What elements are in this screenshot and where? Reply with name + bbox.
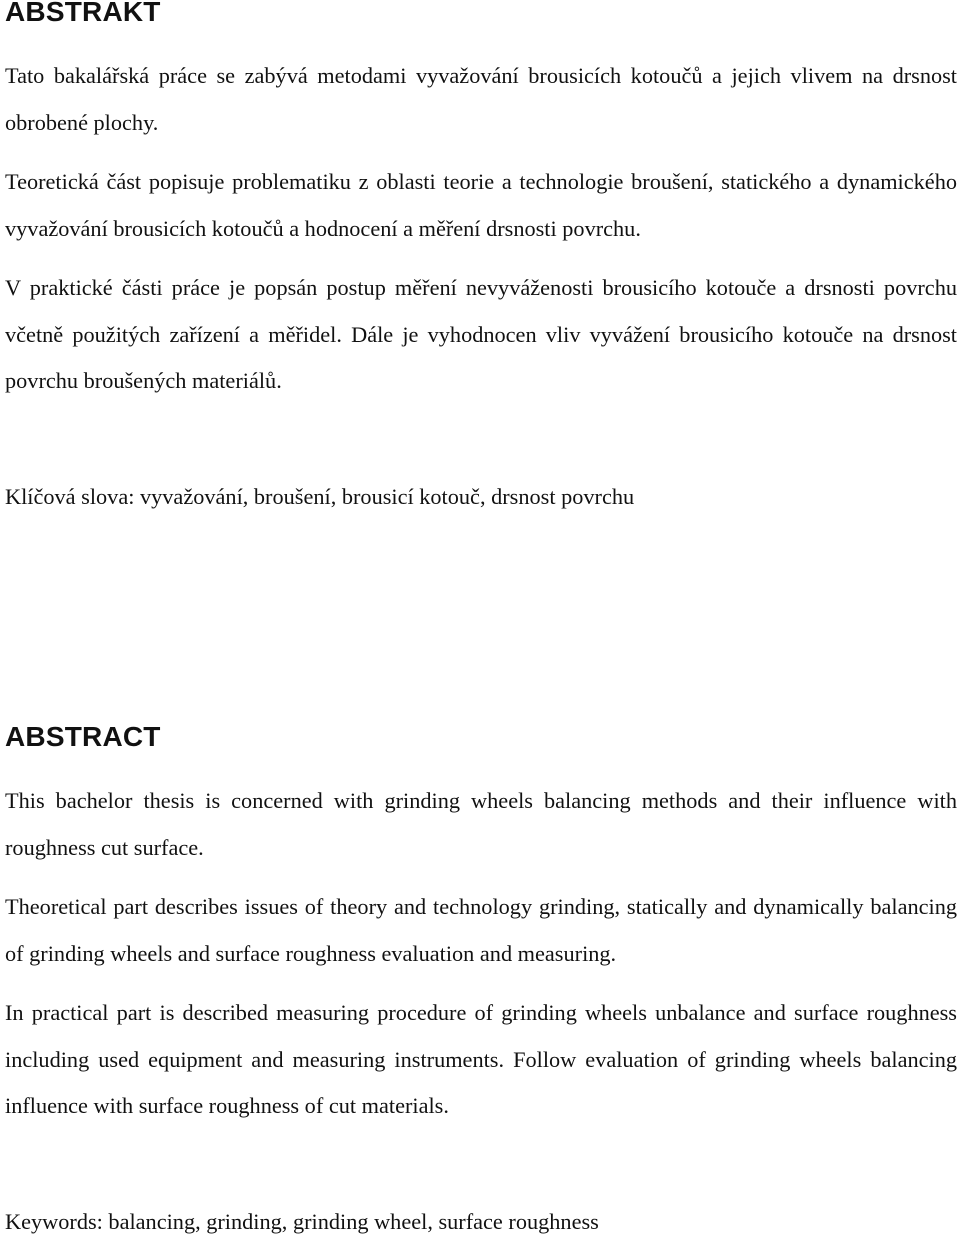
abstrakt-paragraph: Teoretická část popisuje problematiku z oblasti teorie a technologie broušení, statického a dynamického vyvažování brousicích kotoučů a hodnocení a měření drsnosti povrchu. <box>5 169 957 241</box>
abstrakt-paragraph: Tato bakalářská práce se zabývá metodami vyvažování brousicích kotoučů a jejich vlivem na drsnost obrobené plochy. <box>5 63 957 135</box>
abstract-paragraph: In practical part is described measuring procedure of grinding wheels unbalance and surface roughness including used equipment and measuring instruments. Follow evaluation of grinding wheels balancing influence with surface roughness of cut materials. <box>5 1000 957 1118</box>
abstrakt-body <box>5 53 957 418</box>
klicova-slova: Klíčová slova: vyvažování, broušení, brousicí kotouč, drsnost povrchu <box>5 484 635 509</box>
abstrakt-paragraph: V praktické části práce je popsán postup měření nevyváženosti brousicího kotouče a drsnosti povrchu včetně použitých zařízení a měřidel. Dále je vyhodnocen vliv vyvážení brousicího kotouče na drsnost povrchu broušených materiálů. <box>5 275 957 393</box>
abstract-paragraph: This bachelor thesis is concerned with grinding wheels balancing methods and their influence with roughness cut surface. <box>5 788 957 860</box>
abstract-body <box>5 778 957 1143</box>
abstract-paragraph: Theoretical part describes issues of theory and technology grinding, statically and dynamically balancing of grinding wheels and surface roughness evaluation and measuring. <box>5 894 957 966</box>
abstract-heading: ABSTRACT <box>5 721 161 752</box>
keywords: Keywords: balancing, grinding, grinding wheel, surface roughness <box>5 1209 599 1234</box>
abstrakt-heading: ABSTRAKT <box>5 0 161 27</box>
